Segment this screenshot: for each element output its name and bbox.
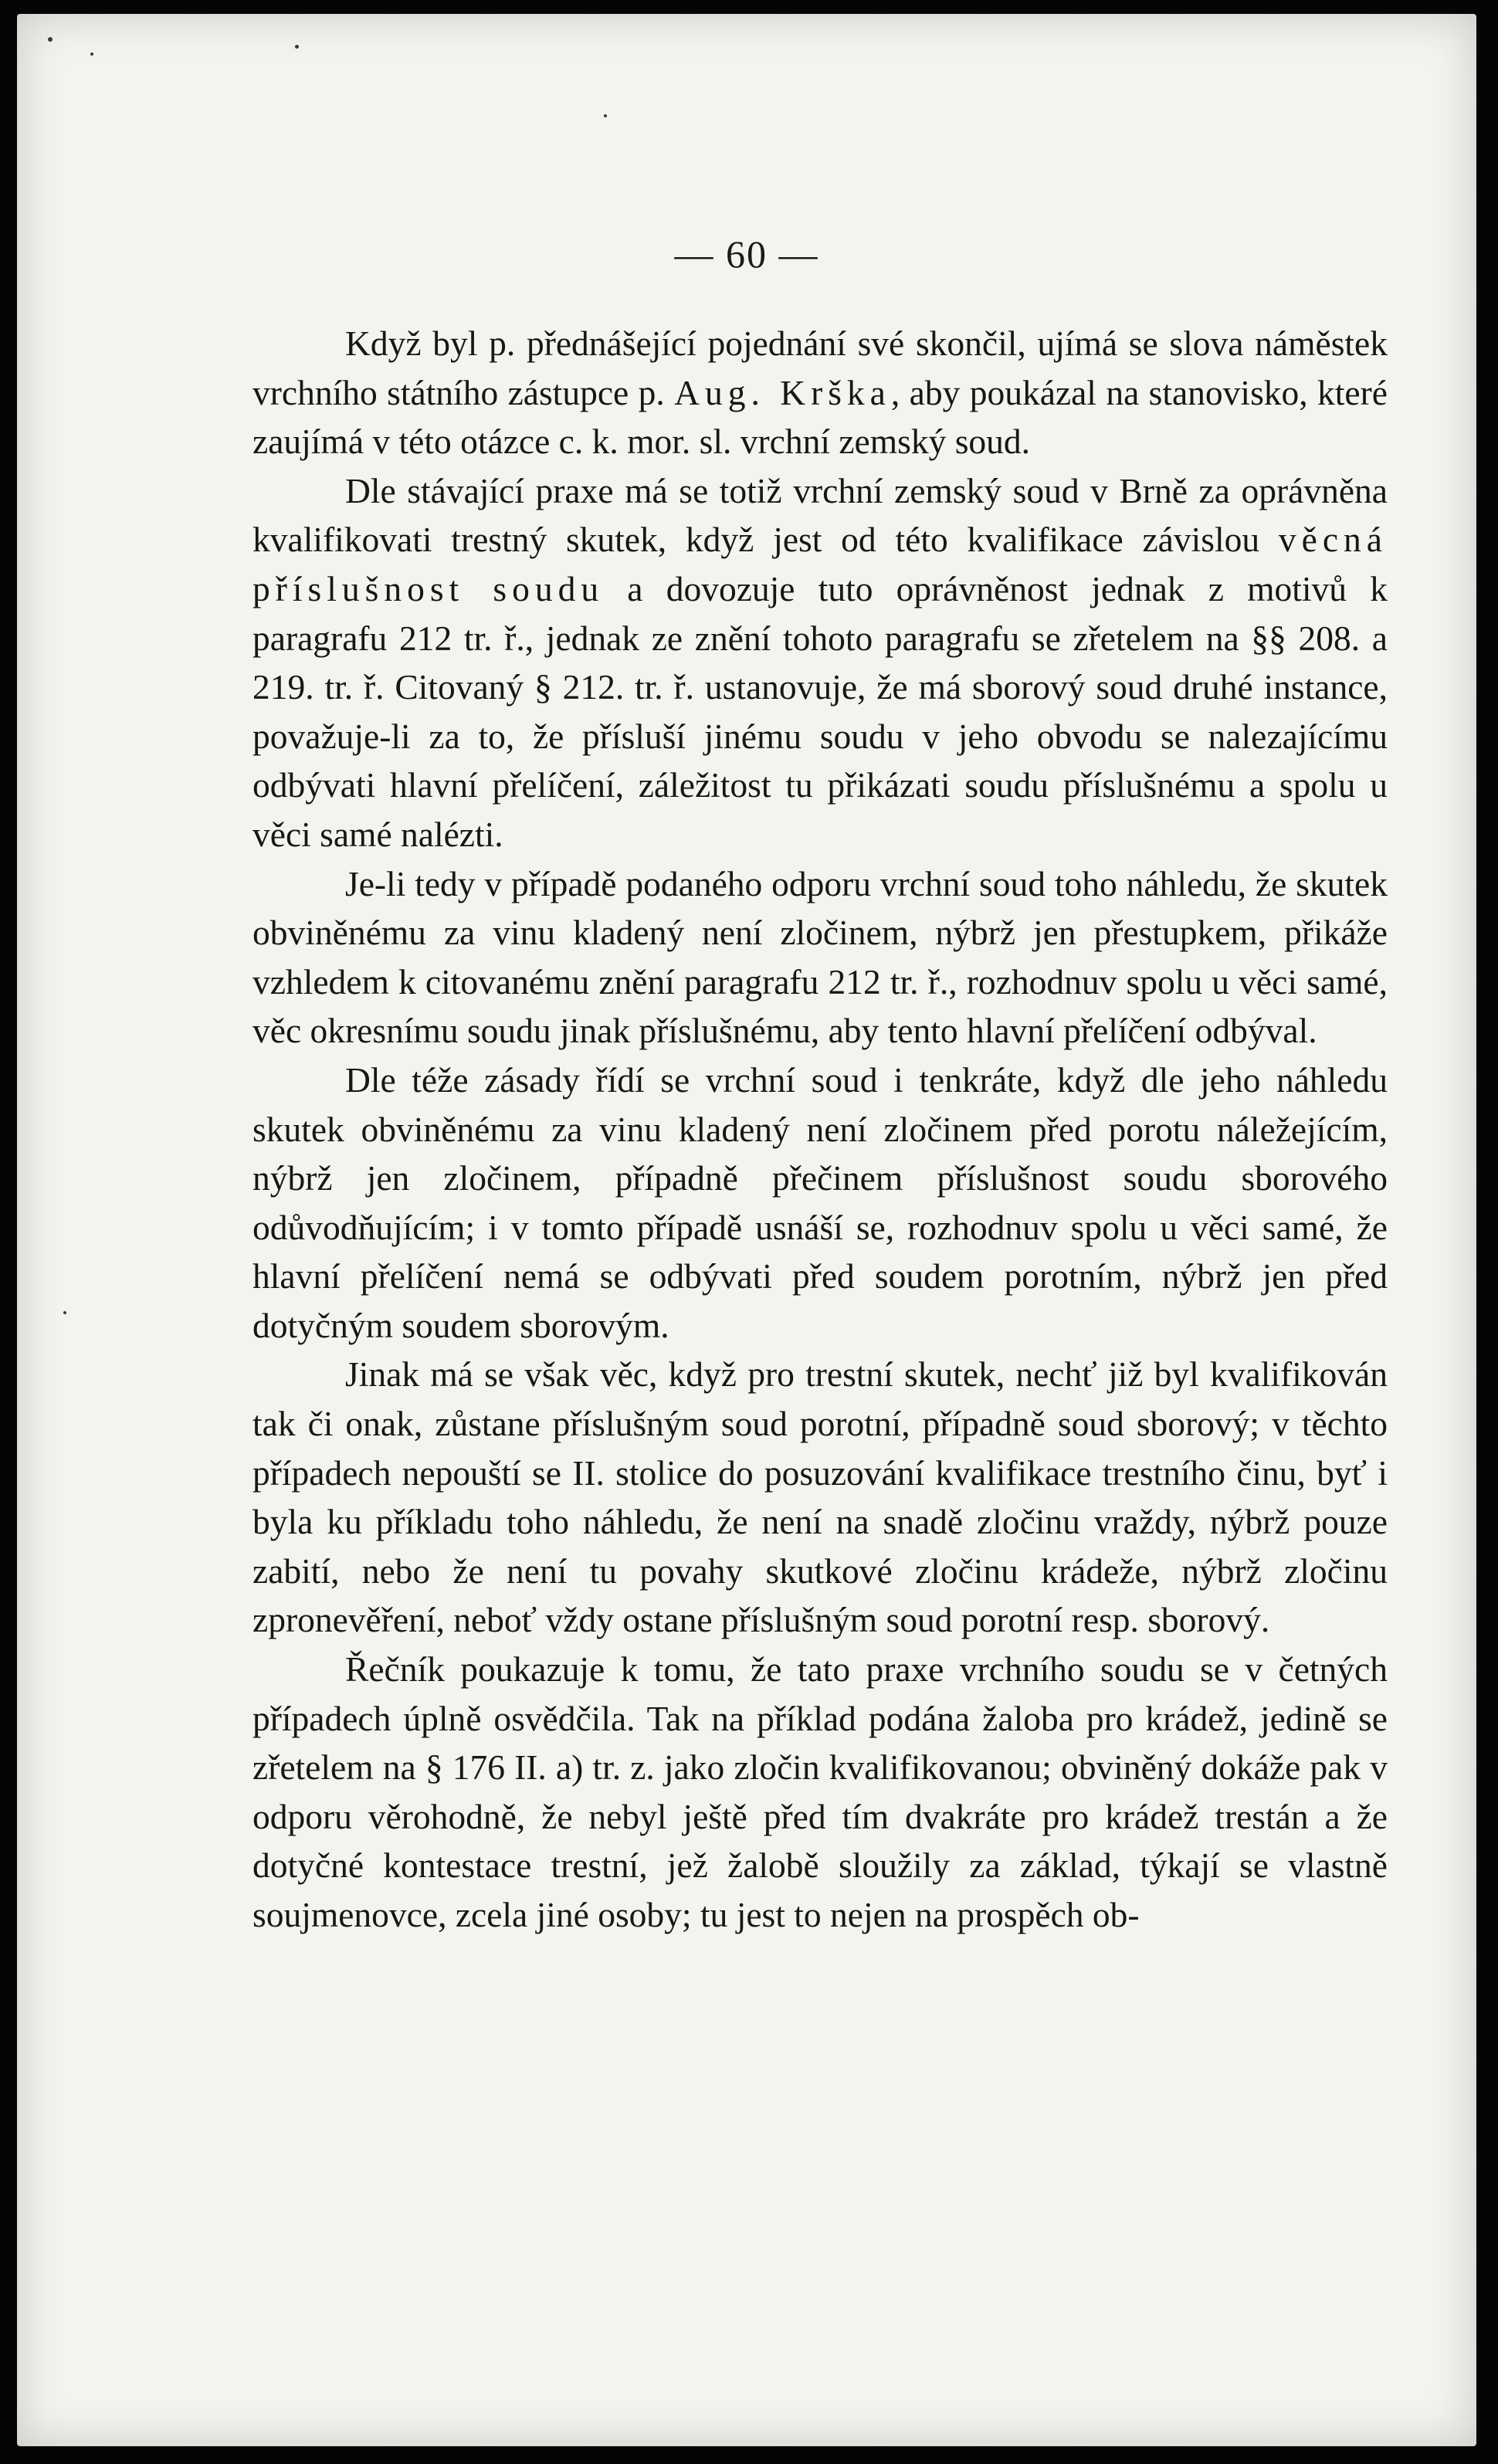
paragraph bbox=[252, 466, 1388, 859]
paragraph bbox=[252, 1350, 1388, 1645]
book-page bbox=[17, 14, 1476, 2446]
scan-speck bbox=[295, 45, 299, 49]
spaced-emphasis-text: Aug. Krška bbox=[674, 372, 891, 412]
paragraph-text: Je-li tedy v případě podaného odporu vrchní soud toho náhledu, že skutek obviněnému za vinu kladený není zločinem, nýbrž jen přestupkem, přikáže vzhledem k citovanému znění paragrafu 212 tr. ř., rozhodnuv spolu u věci samé, věc okresnímu soudu jinak příslušnému, aby tento hlavní přelíčení odbýval. bbox=[252, 863, 1388, 1051]
paragraph-text: Dle téže zásady řídí se vrchní soud i tenkráte, když dle jeho náhledu skutek obviněnému za vinu kladený není zločinem před porotu náležejícím, nýbrž jen zločinem, případně přečinem příslušnost soudu sborového odůvodňujícím; i v tomto případě usnáší se, rozhodnuv spolu u věci samé, že hlavní přelíčení nemá se odbývati před soudem porotním, nýbrž jen před dotyčným soudem sborovým. bbox=[252, 1059, 1388, 1345]
page-number: — 60 — bbox=[674, 232, 819, 276]
body-text bbox=[252, 319, 1388, 1940]
scan-speck bbox=[63, 1311, 66, 1314]
paragraph bbox=[252, 1056, 1388, 1351]
scan-speck bbox=[604, 114, 607, 117]
paragraph bbox=[252, 859, 1388, 1056]
paragraph-text: Řečník poukazuje k tomu, že tato praxe vrchního soudu se v četných případech úplně osvědčila. Tak na příklad podána žaloba pro krádež, jedině se zřetelem na § 176 II. a) tr. z. jako zločin kvalifikovanou; obviněný dokáže pak v odporu věrohodně, že nebyl ještě před tím dvakráte pro krádež trestán a že dotyčné kontestace trestní, jež žalobě sloužily za základ, týkají se vlastně soujmenovce, zcela jiné osoby; tu jest to nejen na prospěch ob- bbox=[252, 1649, 1388, 1934]
scan-speck bbox=[90, 53, 93, 56]
paragraph-text: Dle stávající praxe má se totiž vrchní zemský soud v Brně za oprávněna kvalifikovati trestný skutek, když jest od této kvalifikace závislou bbox=[252, 470, 1388, 560]
paragraph bbox=[252, 319, 1388, 466]
paragraph-text: , aby poukázal na stanovisko, které zaujímá v této otázce c. k. mor. sl. vrchní zemský soud. bbox=[252, 372, 1388, 462]
paragraph bbox=[252, 1645, 1388, 1940]
paragraph-text: a dovozuje tuto oprávněnost jednak z motivů k paragrafu 212 tr. ř., jednak ze znění tohoto paragrafu se zřetelem na §§ 208. a 219. tr. ř. Citovaný § 212. tr. ř. ustanovuje, že má sborový soud druhé instance, považuje-li za to, že přísluší jinému soudu v jeho obvodu se nalezajícímu odbývati hlavní přelíčení, záležitost tu přikázati soudu příslušnému a spolu u věci samé nalézti. bbox=[252, 568, 1388, 854]
paragraph-text: Jinak má se však věc, když pro trestní skutek, nechť již byl kvalifikován tak či onak, zůstane příslušným soud porotní, případně soud sborový; v těchto případech nepouští se II. stolice do posuzování kvalifikace trestního činu, byť i byla ku příkladu toho náhledu, že není na snadě zločinu vraždy, nýbrž pouze zabití, nebo že není tu povahy skutkové zločinu krádeže, nýbrž zločinu zpronevěření, neboť vždy ostane příslušným soud porotní resp. sborový. bbox=[252, 1354, 1388, 1640]
spaced-emphasis-text: věcná příslušnost soudu bbox=[252, 520, 1388, 608]
scan-speck bbox=[48, 37, 53, 42]
paragraph-text: Když byl p. přednášející pojednání své skončil, ujímá se slova náměstek vrchního státního zástupce p. bbox=[252, 324, 1388, 412]
